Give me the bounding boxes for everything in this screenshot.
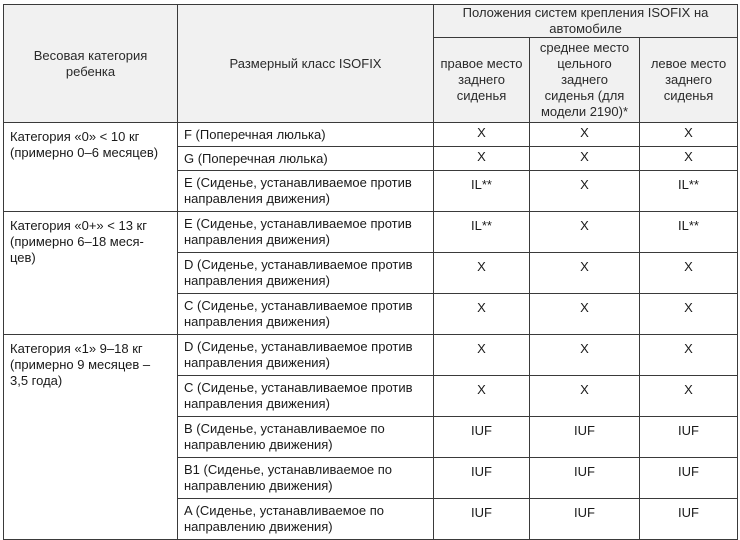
size-class-cell: E (Сиденье, устанавливаемое против направления движения) xyxy=(178,171,434,212)
size-class-cell: G (Поперечная люлька) xyxy=(178,147,434,171)
position-value-cell: X xyxy=(434,253,530,294)
position-value-cell: X xyxy=(530,294,640,335)
position-value-cell: X xyxy=(640,376,738,417)
size-class-cell: E (Сиденье, устанавливаемое против направления движения) xyxy=(178,212,434,253)
position-value-cell: IL** xyxy=(640,212,738,253)
table-row xyxy=(4,335,738,376)
position-value-cell: IL** xyxy=(434,212,530,253)
position-value-cell: IL** xyxy=(640,171,738,212)
position-value-cell: X xyxy=(530,253,640,294)
position-value-cell: IUF xyxy=(640,417,738,458)
position-value-cell: X xyxy=(530,171,640,212)
position-value-cell: X xyxy=(640,147,738,171)
isofix-compatibility-table xyxy=(3,4,738,540)
table-row xyxy=(4,123,738,147)
position-value-cell: IUF xyxy=(640,458,738,499)
size-class-cell: B (Сиденье, устанавливаемое по направлению движения) xyxy=(178,417,434,458)
position-value-cell: X xyxy=(640,335,738,376)
header-position-left: левое место заднего сиденья xyxy=(640,38,738,123)
position-value-cell: IUF xyxy=(434,458,530,499)
weight-category-cell: Категория «0» < 10 кг (примерно 0–6 месяцев) xyxy=(4,123,178,212)
position-value-cell: X xyxy=(530,212,640,253)
size-class-cell: D (Сиденье, устанавливаемое против направления движения) xyxy=(178,253,434,294)
position-value-cell: X xyxy=(434,294,530,335)
weight-category-cell: Категория «0+» < 13 кг (примерно 6–18 меся- цев) xyxy=(4,212,178,335)
position-value-cell: IUF xyxy=(434,417,530,458)
position-value-cell: X xyxy=(530,376,640,417)
header-position-middle: среднее место цельного заднего сиденья (для модели 2190)* xyxy=(530,38,640,123)
header-positions-group: Положения систем крепления ISOFIX на автомобиле xyxy=(434,5,738,38)
size-class-cell: C (Сиденье, устанавливаемое против направления движения) xyxy=(178,376,434,417)
size-class-cell: D (Сиденье, устанавливаемое против направления движения) xyxy=(178,335,434,376)
weight-category-cell: Категория «1» 9–18 кг (примерно 9 месяцев – 3,5 года) xyxy=(4,335,178,540)
position-value-cell: X xyxy=(434,147,530,171)
position-value-cell: X xyxy=(640,123,738,147)
position-value-cell: IL** xyxy=(434,171,530,212)
position-value-cell: IUF xyxy=(530,417,640,458)
position-value-cell: X xyxy=(434,335,530,376)
size-class-cell: A (Сиденье, устанавливаемое по направлению движения) xyxy=(178,499,434,540)
size-class-cell: F (Поперечная люлька) xyxy=(178,123,434,147)
position-value-cell: X xyxy=(434,123,530,147)
table-row xyxy=(4,212,738,253)
position-value-cell: IUF xyxy=(530,458,640,499)
size-class-cell: C (Сиденье, устанавливаемое против направления движения) xyxy=(178,294,434,335)
position-value-cell: IUF xyxy=(434,499,530,540)
header-position-right: правое место заднего сиденья xyxy=(434,38,530,123)
position-value-cell: X xyxy=(640,253,738,294)
position-value-cell: IUF xyxy=(640,499,738,540)
position-value-cell: X xyxy=(530,123,640,147)
position-value-cell: IUF xyxy=(530,499,640,540)
position-value-cell: X xyxy=(640,294,738,335)
position-value-cell: X xyxy=(434,376,530,417)
header-weight-category: Весовая категория ребенка xyxy=(4,5,178,123)
position-value-cell: X xyxy=(530,335,640,376)
table-body xyxy=(4,123,738,540)
position-value-cell: X xyxy=(530,147,640,171)
size-class-cell: B1 (Сиденье, устанавливаемое по направлению движения) xyxy=(178,458,434,499)
header-size-class: Размерный класс ISOFIX xyxy=(178,5,434,123)
